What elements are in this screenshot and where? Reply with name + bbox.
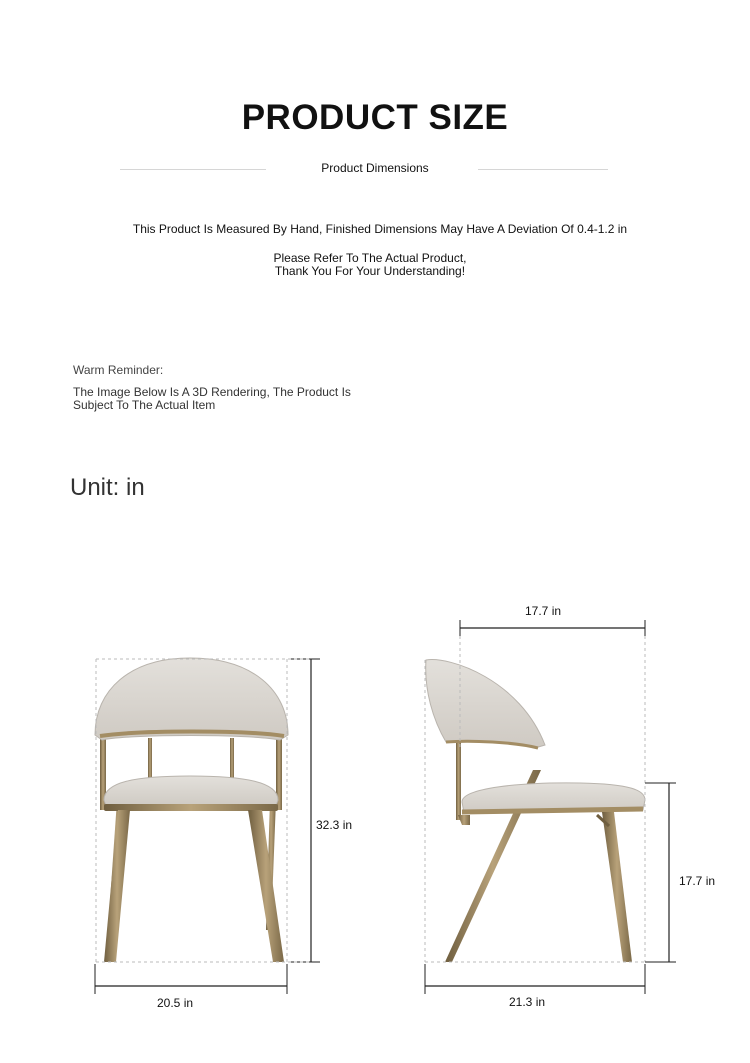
deviation-note: This Product Is Measured By Hand, Finished Dimensions May Have A Deviation Of 0.4-1.2 in [132, 222, 628, 236]
side-chair [426, 660, 645, 962]
unit-label: Unit: in [70, 474, 145, 501]
reminder-title: Warm Reminder: [73, 363, 164, 377]
front-chair [95, 658, 288, 962]
page-title: PRODUCT SIZE [241, 98, 509, 137]
refer-note-line2: Thank You For Your Understanding! [274, 264, 466, 278]
side-depth-label: 17.7 in [525, 604, 562, 618]
section-subtitle: Product Dimensions [321, 161, 429, 175]
front-width-label: 20.5 in [157, 996, 194, 1010]
front-height-label: 32.3 in [316, 818, 353, 832]
side-seat-height-label: 17.7 in [679, 874, 716, 888]
reminder-line2: Subject To The Actual Item [73, 398, 216, 412]
refer-note-line1: Please Refer To The Actual Product, [273, 251, 467, 265]
side-width-label: 21.3 in [509, 995, 546, 1009]
reminder-line1: The Image Below Is A 3D Rendering, The Product Is [73, 385, 351, 399]
